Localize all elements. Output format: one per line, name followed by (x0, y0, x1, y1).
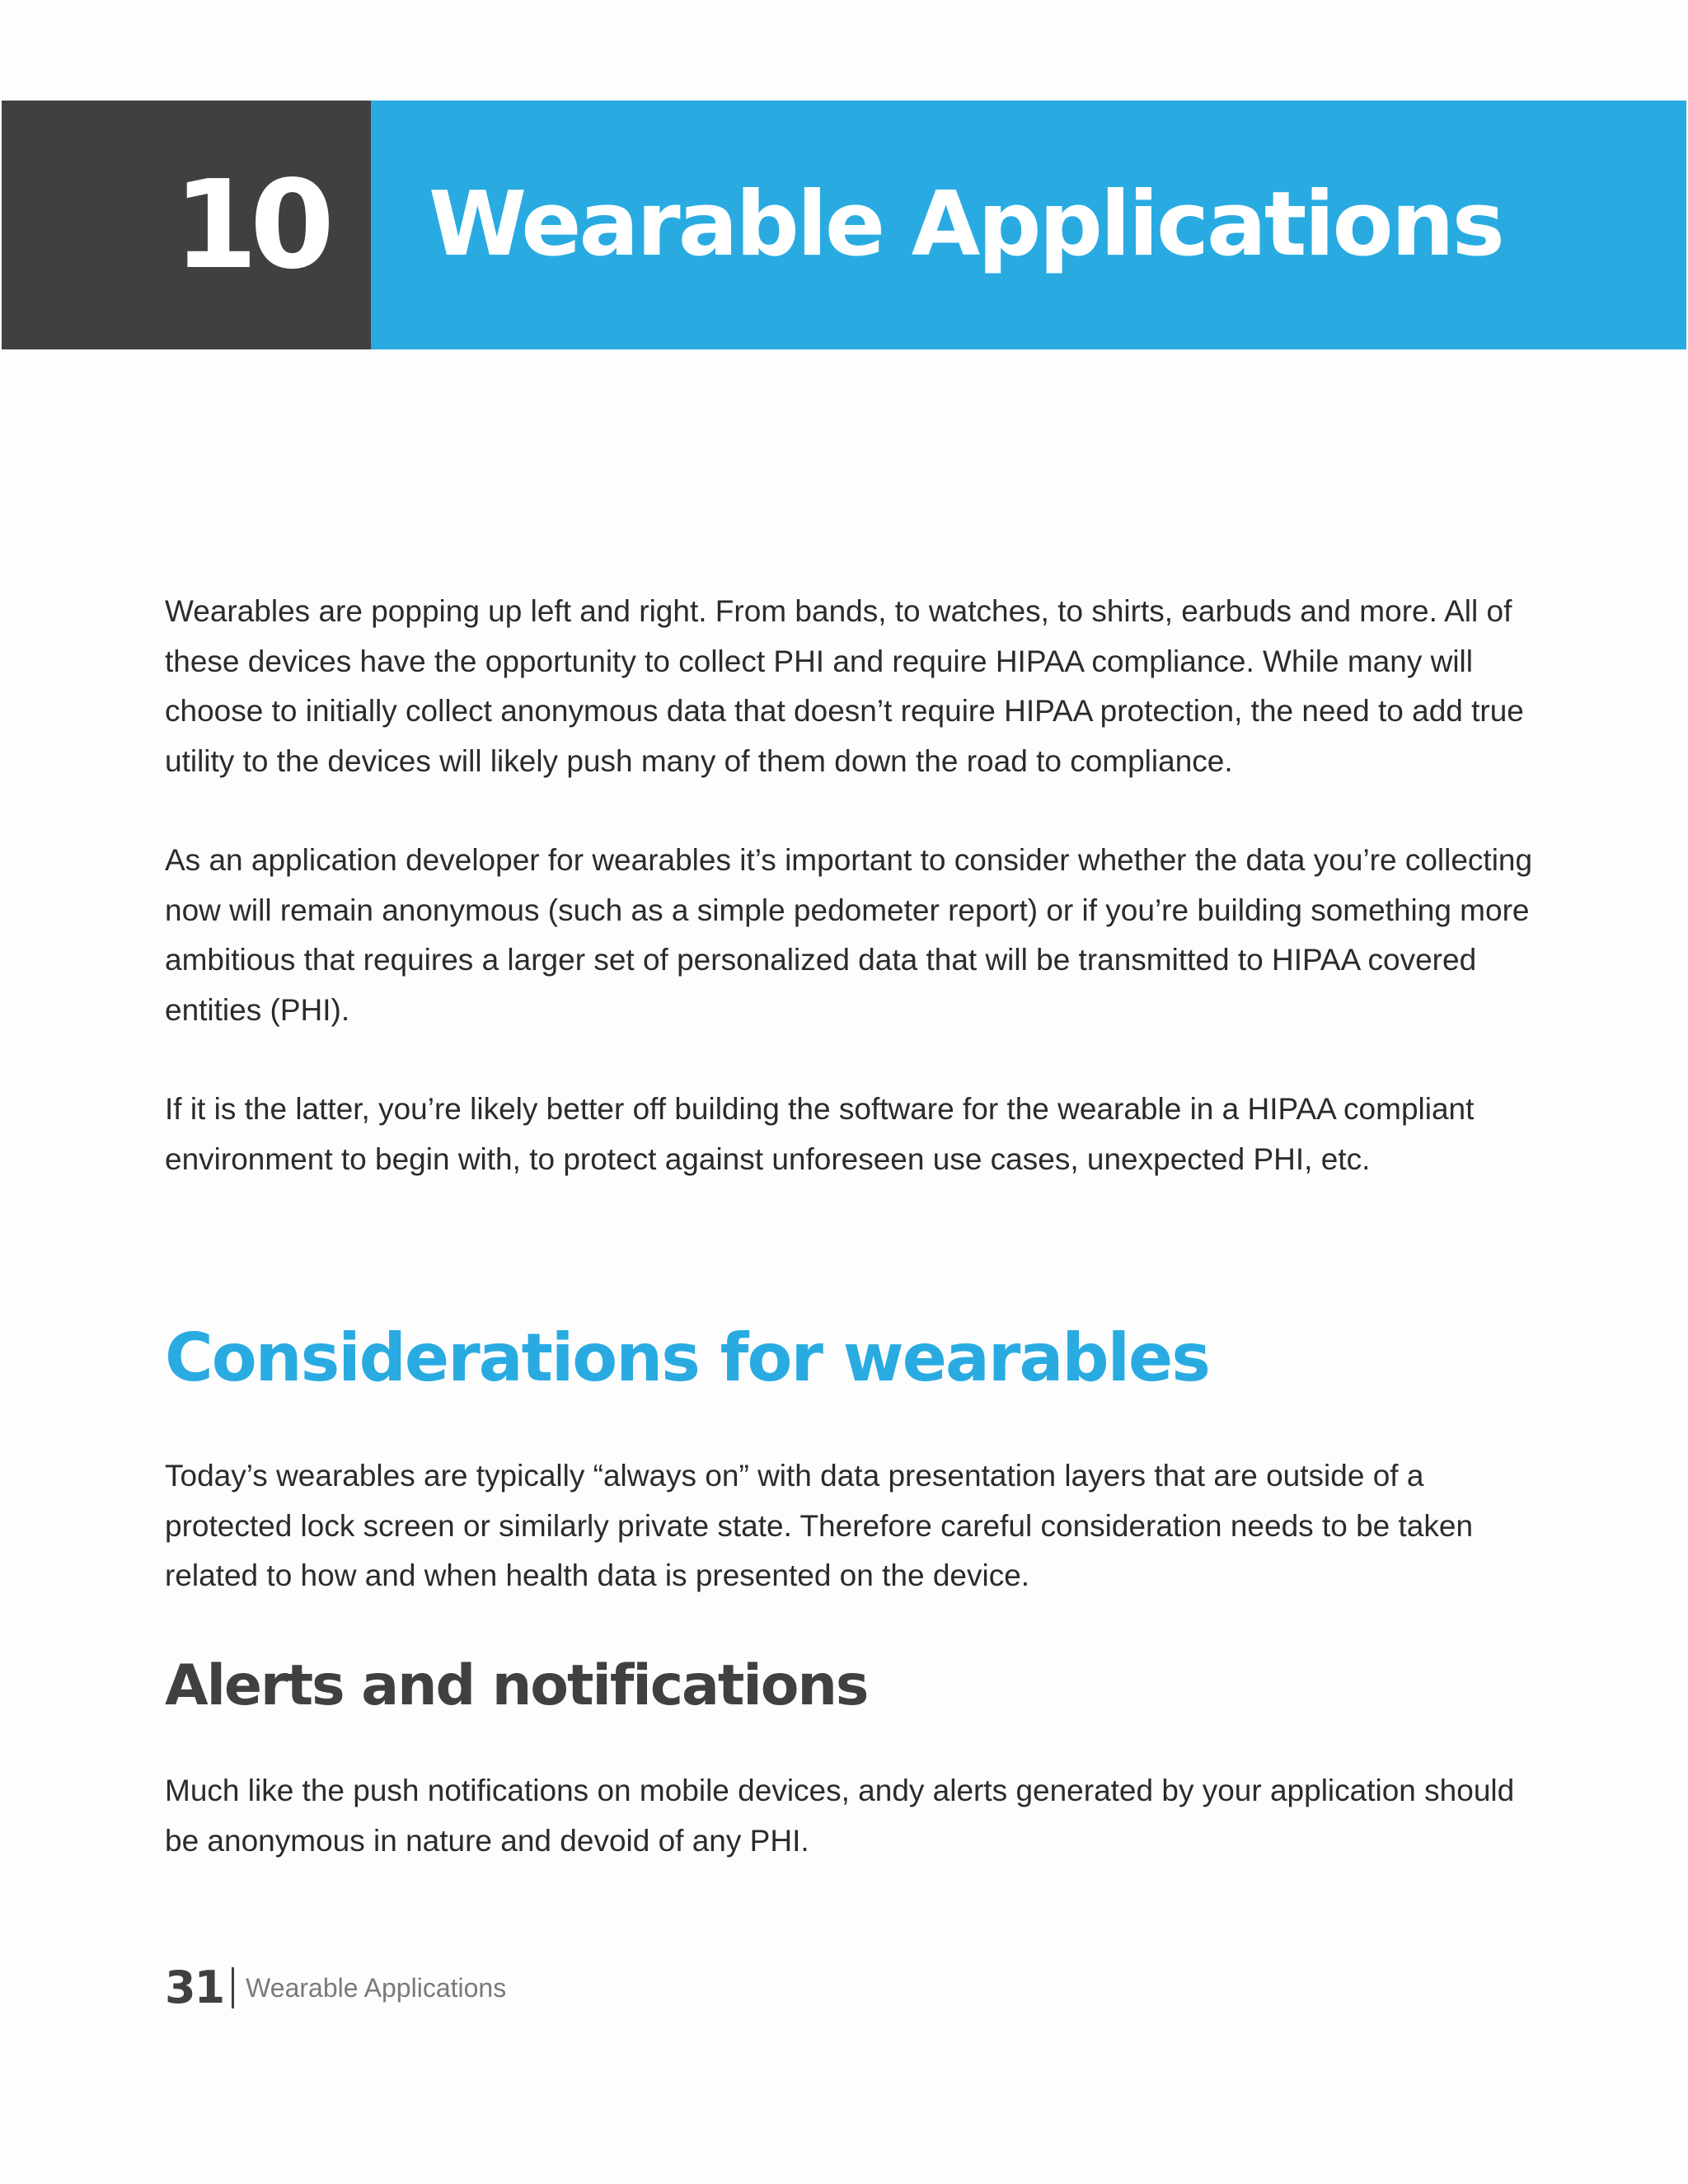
chapter-number-box (2, 101, 371, 349)
intro-section (165, 587, 1550, 1184)
page-footer (165, 1963, 506, 2013)
chapter-title: Wearable Applications (429, 173, 1503, 276)
intro-paragraph-3: If it is the latter, you’re likely better off building the software for the wearable in a HIPAA compliant environment to begin with, to protect against unforeseen use cases, unexpected PHI, etc. (165, 1092, 1475, 1176)
intro-paragraph-2: As an application developer for wearables it’s important to consider whether the data you’re collecting now will remain anonymous (such as a simple pedometer report) or if you’re building something more ambitious that requires a larger set of personalized data that will be transmitted to HIPAA covered entities (PHI). (165, 843, 1533, 1027)
considerations-paragraph: Today’s wearables are typically “always on” with data presentation layers that are outside of a protected lock screen or similarly private state. Therefore careful consideration needs to be taken related to how and when health data is presented on the device. (165, 1459, 1474, 1592)
page-number: 31 (165, 1961, 224, 2013)
chapter-header (2, 101, 1686, 349)
chapter-title-box (371, 101, 1686, 349)
footer-divider (232, 1967, 234, 2008)
alerts-section (165, 1766, 1550, 1866)
footer-section-label: Wearable Applications (246, 1973, 507, 2003)
alerts-heading: Alerts and notifications (165, 1653, 868, 1718)
chapter-number: 10 (173, 154, 326, 296)
considerations-heading: Considerations for wearables (165, 1319, 1209, 1396)
considerations-section (165, 1451, 1550, 1601)
intro-paragraph-1: Wearables are popping up left and right. From bands, to watches, to shirts, earbuds and more. All of these devices have the opportunity to collect PHI and require HIPAA compliance. While many will choose to initially collect anonymous data that doesn’t require HIPAA protection, the need to add true utility to the devices will likely push many of them down the road to compliance. (165, 594, 1524, 778)
alerts-paragraph: Much like the push notifications on mobile devices, andy alerts generated by your application should be anonymous in nature and devoid of any PHI. (165, 1774, 1515, 1858)
